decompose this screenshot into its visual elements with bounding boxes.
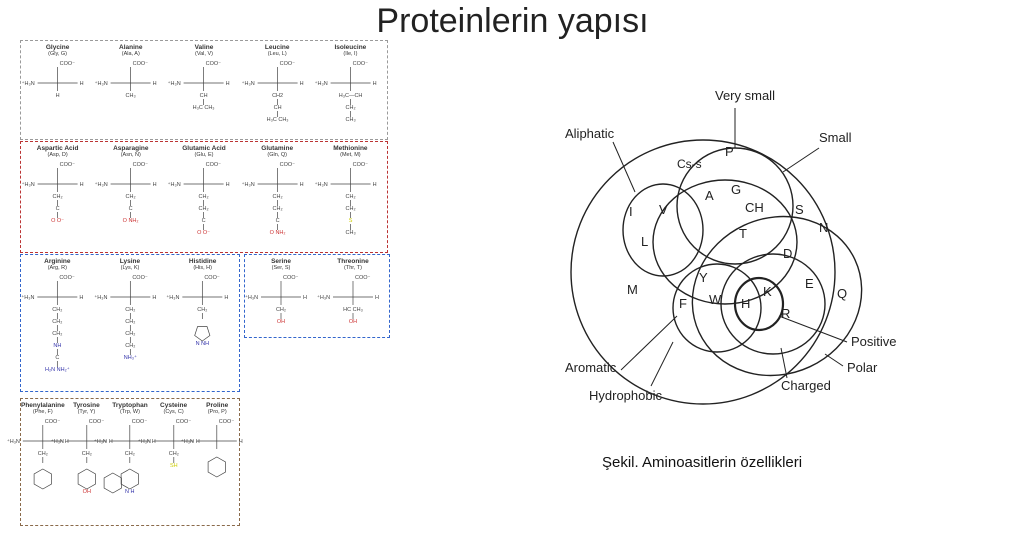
letter-E: E xyxy=(805,276,814,291)
amino-acid-abbreviation: (Asn, N) xyxy=(120,152,141,158)
amino-acid-venn-diagram xyxy=(555,80,915,410)
hydrogen-label: H xyxy=(375,295,379,301)
side-chain-atom: O NH₂ xyxy=(269,230,286,236)
page-title: Proteinlerin yapısı xyxy=(376,2,649,40)
hydrogen-label: H xyxy=(64,439,69,445)
side-chain-atom: CH₃ xyxy=(345,117,356,123)
carboxylate-label: COO⁻ xyxy=(88,419,104,425)
hydrogen-label: H xyxy=(108,439,113,445)
side-chain-atom: CH₂ xyxy=(198,206,210,212)
carboxylate-label: COO⁻ xyxy=(279,162,295,168)
amino-acid-name: Alanine xyxy=(119,44,143,51)
set-aliphatic-ellipse xyxy=(623,184,703,276)
amine-label: ⁺H₃N xyxy=(50,439,64,445)
side-chain-atom: N H xyxy=(125,489,135,495)
amino-acid-abbreviation: (Met, M) xyxy=(340,152,361,158)
amino-acid-abbreviation: (Gln, Q) xyxy=(267,152,287,158)
side-chain-atom: H₃C—CH xyxy=(338,93,363,99)
side-chain-atom: C xyxy=(201,218,206,224)
amino-acid-name: Threonine xyxy=(337,258,369,265)
hydrogen-label: H xyxy=(79,182,84,188)
structure-drawing xyxy=(245,271,317,335)
set-label-hydrophobic: Hydrophobic xyxy=(589,388,662,403)
amino-acid-name: Lysine xyxy=(119,258,141,265)
side-chain-atom: NH₃⁺ xyxy=(123,355,137,361)
amino-acid-abbreviation: (Glu, E) xyxy=(194,152,214,158)
side-chain-atom: CH₂ xyxy=(345,105,356,111)
structure-drawing xyxy=(6,415,69,523)
amino-acid-name: Valine xyxy=(194,44,214,51)
side-chain-atom: OH xyxy=(348,319,358,325)
side-chain-atom: O O⁻ xyxy=(51,218,65,224)
ring-shape xyxy=(78,469,95,489)
structure-drawing xyxy=(21,271,94,389)
side-chain-atom: H₃C CH₃ xyxy=(266,117,289,123)
letter-Q: Q xyxy=(837,286,848,301)
side-chain-atom: CH xyxy=(200,93,208,99)
amino-acid-methionine xyxy=(314,142,387,252)
amino-acid-tryptophan xyxy=(93,399,156,525)
amino-acid-group-3 xyxy=(20,254,240,392)
carboxylate-label: COO⁻ xyxy=(59,61,76,67)
side-chain-atom: OH xyxy=(82,489,91,495)
set-label-polar: Polar xyxy=(847,360,878,375)
amino-acid-serine xyxy=(245,255,317,337)
side-chain-atom: CH₂ xyxy=(345,194,356,200)
carboxylate-label: COO⁻ xyxy=(59,275,75,281)
amino-acid-valine xyxy=(167,41,240,139)
side-chain-atom: CH₂ xyxy=(198,194,210,200)
carboxylate-label: COO⁻ xyxy=(59,162,76,168)
amine-label: ⁺H₃N xyxy=(241,182,255,188)
ring-shape xyxy=(208,457,225,477)
side-chain-atom: CH₂ xyxy=(52,307,63,313)
amino-acid-threonine xyxy=(317,255,389,337)
hydrogen-label: H xyxy=(151,295,156,301)
amine-label: ⁺H₃N xyxy=(94,182,108,188)
side-chain-atom: CH₂ xyxy=(345,206,356,212)
side-chain-atom: CH₂ xyxy=(81,451,92,457)
ring-shape xyxy=(195,327,210,342)
amino-acid-abbreviation: (Thr, T) xyxy=(344,265,362,271)
side-chain-atom: CH₃ xyxy=(345,230,356,236)
carboxylate-label: COO⁻ xyxy=(205,162,222,168)
letter-F: F xyxy=(679,296,687,311)
side-chain-atom: CH₂ xyxy=(37,451,48,457)
amino-acid-abbreviation: (Leu, L) xyxy=(267,51,287,57)
side-chain-atom: CH₂ xyxy=(168,451,179,457)
side-chain-atom: CH₂ xyxy=(124,319,136,325)
amine-label: ⁺H₃N xyxy=(167,81,182,87)
amine-label: ⁺H₃N xyxy=(314,182,328,188)
structure-drawing xyxy=(241,57,314,137)
hydrogen-label: H xyxy=(303,295,307,301)
side-chain-atom: S xyxy=(348,218,353,224)
structure-drawing xyxy=(166,271,239,389)
hydrogen-label: H xyxy=(79,295,84,301)
ring-shape xyxy=(121,469,138,489)
amino-acid-name: Proline xyxy=(206,402,229,409)
amino-acid-abbreviation: (Phe, F) xyxy=(32,409,53,415)
letter-K: K xyxy=(763,284,772,299)
letter-S: S xyxy=(795,202,804,217)
structure-drawing xyxy=(50,415,113,523)
amino-acid-tyrosine xyxy=(50,399,113,525)
figure-caption: Şekil. Aminoasitlerin özellikleri xyxy=(602,454,803,471)
hydrogen-label: H xyxy=(299,81,304,87)
set-label-small: Small xyxy=(819,130,852,145)
amino-acid-name: Aspartic Acid xyxy=(36,145,79,152)
letter-M: M xyxy=(627,282,638,297)
amino-acid-name: Histidine xyxy=(188,258,217,265)
set-charged-ellipse xyxy=(721,254,825,354)
amino-acid-name: Tyrosine xyxy=(73,402,100,409)
hydrogen-label: H xyxy=(225,182,230,188)
hydrogen-label: H xyxy=(225,81,230,87)
letter-I: I xyxy=(629,204,633,219)
amino-acid-cysteine xyxy=(137,399,200,525)
hydrogen-label: H xyxy=(299,182,304,188)
amino-acid-group-2 xyxy=(20,141,388,253)
carboxylate-label: COO⁻ xyxy=(204,275,221,281)
amino-acid-group-4 xyxy=(244,254,390,338)
amino-acid-abbreviation: (Pro, P) xyxy=(207,409,227,415)
letter-Y: Y xyxy=(699,270,708,285)
amine-label: ⁺H₃N xyxy=(241,81,255,87)
amino-acid-proline xyxy=(181,399,244,525)
side-chain-atom: C xyxy=(55,355,60,361)
amino-acid-abbreviation: (Asp, D) xyxy=(47,152,68,158)
carboxylate-label: COO⁻ xyxy=(279,61,295,67)
hydrogen-label: H xyxy=(239,439,244,445)
amino-acid-name: Phenylalanine xyxy=(21,402,65,409)
letter-L: L xyxy=(641,234,649,249)
carboxylate-label: COO⁻ xyxy=(132,162,149,168)
structure-drawing xyxy=(21,158,94,250)
structure-drawing xyxy=(167,158,240,250)
letter-CH: CH xyxy=(745,200,764,215)
ring-shape xyxy=(34,469,51,489)
carboxylate-label: COO⁻ xyxy=(352,162,368,168)
carboxylate-label: COO⁻ xyxy=(283,275,299,281)
side-chain-atom: H₃C CH₃ xyxy=(193,105,215,111)
structure-drawing xyxy=(94,158,167,250)
amino-acid-abbreviation: (Ala, A) xyxy=(121,51,140,57)
side-chain-atom: CH₂ xyxy=(52,194,63,200)
amino-acid-name: Glutamic Acid xyxy=(182,145,226,152)
set-label-cs-s: Cs-s xyxy=(677,157,702,171)
hydrogen-label: H xyxy=(224,295,229,301)
amino-acid-name: Cysteine xyxy=(160,402,188,409)
carboxylate-label: COO⁻ xyxy=(132,61,149,67)
side-chain-atom: CH₂ xyxy=(124,343,136,349)
structure-drawing xyxy=(317,271,389,335)
side-chain-atom: NH xyxy=(53,343,62,349)
side-chain-atom: H xyxy=(55,93,60,99)
letter-V: V xyxy=(659,202,668,217)
set-label-charged: Charged xyxy=(781,378,831,393)
amino-acid-name: Glycine xyxy=(45,44,70,51)
amino-acid-isoleucine xyxy=(314,41,387,139)
side-chain-atom: CH₂ xyxy=(52,331,63,337)
side-chain-atom: H₂N NH₂⁺ xyxy=(45,367,70,373)
side-chain-atom: OH xyxy=(276,319,286,325)
side-chain-atom: C xyxy=(275,218,280,224)
amino-acid-abbreviation: (Gly, G) xyxy=(48,51,68,57)
carboxylate-label: COO⁻ xyxy=(131,275,148,281)
amine-label: ⁺H₃N xyxy=(245,295,259,301)
amino-acid-aspartic-acid xyxy=(21,142,94,252)
amino-acid-histidine xyxy=(166,255,239,391)
side-chain-atom: CH2 xyxy=(271,93,283,99)
amino-acid-abbreviation: (Lys, K) xyxy=(120,265,140,271)
amino-acid-group-5 xyxy=(6,398,244,526)
structure-drawing xyxy=(314,158,387,250)
amino-acid-group-1 xyxy=(20,40,388,140)
amine-label: ⁺H₃N xyxy=(21,182,35,188)
amine-label: ⁺H₃N xyxy=(94,81,108,87)
set-label-very-small: Very small xyxy=(715,88,775,103)
letter-W: W xyxy=(709,292,722,307)
amine-label: ⁺H₃N xyxy=(137,439,151,445)
side-chain-atom: CH₂ xyxy=(272,194,283,200)
amino-acid-abbreviation: (Ser, S) xyxy=(271,265,291,271)
structure-drawing xyxy=(241,158,314,250)
side-chain-atom: CH₂ xyxy=(124,307,136,313)
side-chain-atom: CH₂ xyxy=(124,451,136,457)
amino-acid-glycine xyxy=(21,41,94,139)
letter-A: A xyxy=(705,188,714,203)
set-label-positive: Positive xyxy=(851,334,897,349)
carboxylate-label: COO⁻ xyxy=(352,61,368,67)
side-chain-atom: CH₂ xyxy=(52,319,63,325)
hydrogen-label: H xyxy=(152,182,157,188)
amino-acid-name: Asparagine xyxy=(113,145,149,152)
letter-G: G xyxy=(731,182,742,197)
amino-acid-phenylalanine xyxy=(6,399,69,525)
letter-D: D xyxy=(783,246,793,261)
hydrogen-label: H xyxy=(195,439,200,445)
letter-P: P xyxy=(725,144,734,159)
amine-label: ⁺H₃N xyxy=(93,439,108,445)
carboxylate-label: COO⁻ xyxy=(175,419,192,425)
structure-drawing xyxy=(314,57,387,137)
amine-label: ⁺H₃N xyxy=(93,295,108,301)
side-chain-atom: O NH₂ xyxy=(122,218,139,224)
amino-acid-name: Methionine xyxy=(333,145,368,152)
letter-T: T xyxy=(739,226,747,241)
side-chain-atom: CH₂ xyxy=(125,194,136,200)
letter-N: N xyxy=(819,220,829,235)
side-chain-atom: C xyxy=(128,206,133,212)
hydrogen-label: H xyxy=(372,182,377,188)
set-label-aromatic: Aromatic xyxy=(565,360,617,375)
amino-acid-glutamine xyxy=(241,142,314,252)
amino-acid-abbreviation: (Cys, C) xyxy=(163,409,184,415)
side-chain-atom: CH₂ xyxy=(124,331,136,337)
amino-acid-abbreviation: (His, H) xyxy=(193,265,212,271)
side-chain-atom: CH₃ xyxy=(125,93,136,99)
structure-drawing xyxy=(93,415,156,523)
side-chain-atom: CH₂ xyxy=(272,206,283,212)
side-chain-atom: HC CH₃ xyxy=(343,307,363,313)
amine-label: ⁺H₃N xyxy=(21,295,35,301)
hydrogen-label: H xyxy=(151,439,156,445)
set-label-aliphatic: Aliphatic xyxy=(565,126,615,141)
side-chain-atom: C xyxy=(55,206,60,212)
carboxylate-label: COO⁻ xyxy=(44,419,61,425)
structure-drawing xyxy=(137,415,200,523)
amino-acid-asparagine xyxy=(94,142,167,252)
amine-label: ⁺H₃N xyxy=(6,439,20,445)
side-chain-atom: N NH xyxy=(195,341,210,347)
amino-acid-abbreviation: (Ile, I) xyxy=(343,51,358,57)
amine-label: ⁺H₃N xyxy=(181,439,195,445)
side-chain-atom: CH₂ xyxy=(197,307,208,313)
amino-acid-name: Leucine xyxy=(264,44,290,51)
carboxylate-label: COO⁻ xyxy=(355,275,371,281)
carboxylate-label: COO⁻ xyxy=(219,419,235,425)
amino-acid-name: Serine xyxy=(271,258,291,265)
amine-label: ⁺H₃N xyxy=(317,295,331,301)
letter-R: R xyxy=(781,306,791,321)
amine-label: ⁺H₃N xyxy=(21,81,35,87)
amine-label: ⁺H₃N xyxy=(167,182,182,188)
amino-acid-name: Tryptophan xyxy=(112,402,148,409)
structure-drawing xyxy=(167,57,240,137)
side-chain-atom: SH xyxy=(169,463,178,469)
carboxylate-label: COO⁻ xyxy=(205,61,222,67)
side-chain-atom: CH₂ xyxy=(275,307,287,313)
amino-acid-abbreviation: (Arg, R) xyxy=(47,265,67,271)
amino-acid-name: Glutamine xyxy=(261,145,294,152)
amino-acid-arginine xyxy=(21,255,94,391)
letter-H: H xyxy=(741,296,751,311)
structure-drawing xyxy=(94,271,167,389)
structure-drawing xyxy=(94,57,167,137)
amino-acid-abbreviation: (Trp, W) xyxy=(120,409,140,415)
amino-acid-abbreviation: (Val, V) xyxy=(195,51,213,57)
amino-acid-leucine xyxy=(241,41,314,139)
amino-acid-name: Arginine xyxy=(44,258,71,265)
amino-acid-name: Isoleucine xyxy=(334,44,367,51)
side-chain-atom: CH xyxy=(273,105,282,111)
side-chain-atom: O O⁻ xyxy=(197,230,211,236)
carboxylate-label: COO⁻ xyxy=(131,419,148,425)
structure-drawing xyxy=(181,415,244,523)
amino-acid-glutamic-acid xyxy=(167,142,240,252)
hydrogen-label: H xyxy=(152,81,157,87)
amino-acid-lysine xyxy=(94,255,167,391)
amine-label: ⁺H₃N xyxy=(166,295,180,301)
hydrogen-label: H xyxy=(372,81,377,87)
amino-acid-alanine xyxy=(94,41,167,139)
amino-acid-abbreviation: (Tyr, Y) xyxy=(77,409,96,415)
hydrogen-label: H xyxy=(79,81,84,87)
amine-label: ⁺H₃N xyxy=(314,81,328,87)
structure-drawing xyxy=(21,57,94,137)
